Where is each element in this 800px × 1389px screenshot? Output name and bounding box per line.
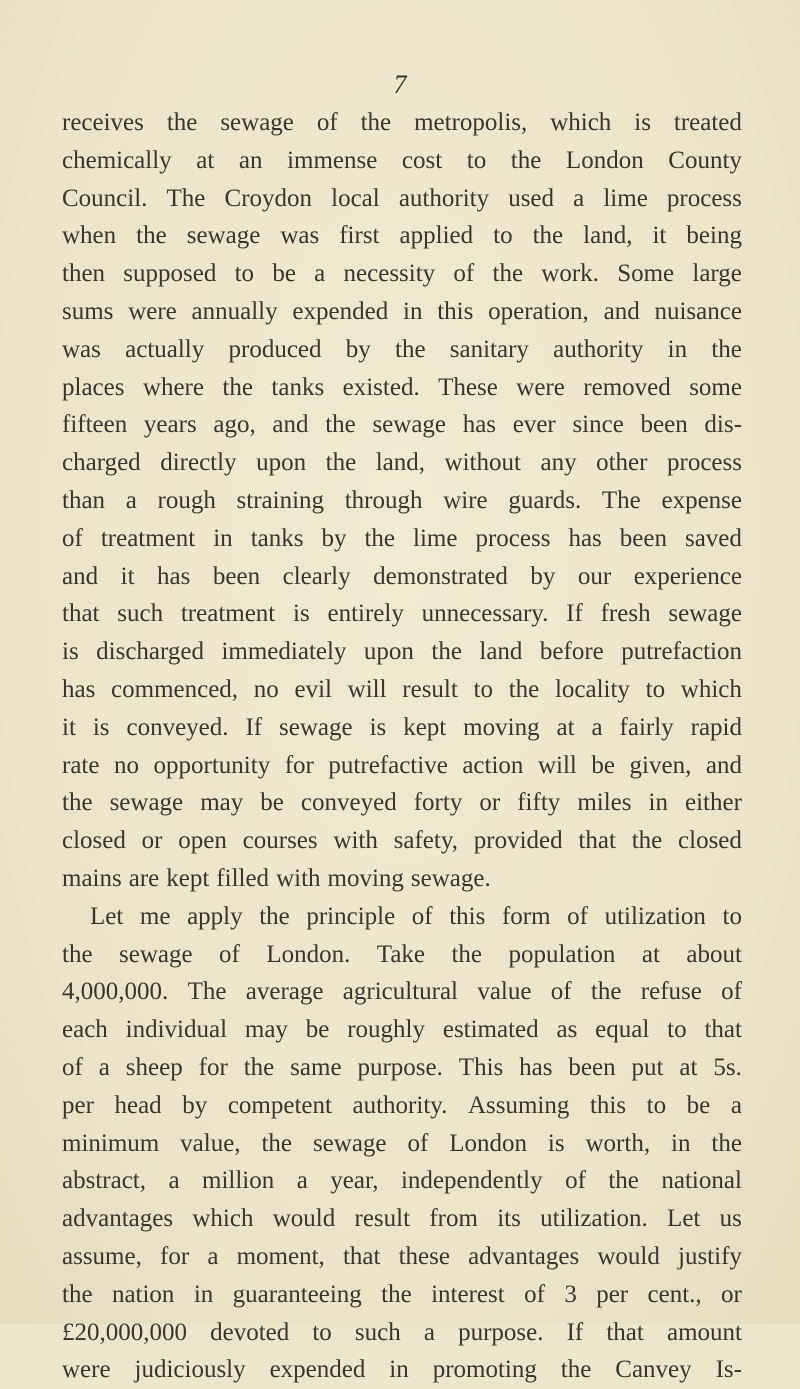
text-line: closed or open courses with safety, provided that the closed <box>62 827 742 855</box>
text-line: places where the tanks existed. These were removed some <box>62 373 742 401</box>
text-line: Council. The Croydon local authority used a lime process <box>62 184 742 212</box>
text-line: each individual may be roughly estimated as equal to that <box>62 1016 742 1044</box>
text-line: the sewage may be conveyed forty or fifty miles in either <box>62 789 742 817</box>
text-line: is discharged immediately upon the land before putrefaction <box>62 638 742 666</box>
text-line: of a sheep for the same purpose. This has been put at 5s. <box>62 1053 742 1081</box>
text-line: it is conveyed. If sewage is kept moving at a fairly rapid <box>62 713 742 741</box>
text-line: than a rough straining through wire guards. The expense <box>62 486 742 514</box>
text-line: sums were annually expended in this operation, and nuisance <box>62 297 742 325</box>
text-line: and it has been clearly demonstrated by our experience <box>62 562 742 590</box>
text-line: has commenced, no evil will result to the locality to which <box>62 675 742 703</box>
text-line: abstract, a million a year, independently of the national <box>62 1167 742 1195</box>
text-line: £20,000,000 devoted to such a purpose. If that amount <box>62 1318 742 1346</box>
text-line: the nation in guaranteeing the interest of 3 per cent., or <box>62 1280 742 1308</box>
text-line: mains are kept filled with moving sewage. <box>62 864 491 892</box>
text-line: were judiciously expended in promoting the Canvey Is- <box>62 1356 742 1384</box>
text-line: charged directly upon the land, without any other process <box>62 449 742 477</box>
text-line: minimum value, the sewage of London is worth, in the <box>62 1129 742 1157</box>
text-line: advantages which would result from its utilization. Let us <box>62 1205 742 1233</box>
text-line: that such treatment is entirely unnecessary. If fresh sewage <box>62 600 742 628</box>
text-line: fifteen years ago, and the sewage has ever since been dis- <box>62 411 742 439</box>
body-text <box>62 104 742 1389</box>
text-line: rate no opportunity for putrefactive action will be given, and <box>62 751 742 779</box>
text-line: then supposed to be a necessity of the work. Some large <box>62 260 742 288</box>
text-line: was actually produced by the sanitary authority in the <box>62 335 742 363</box>
text-line: per head by competent authority. Assuming this to be a <box>62 1091 742 1119</box>
text-line: assume, for a moment, that these advantages would justify <box>62 1242 742 1270</box>
text-line: the sewage of London. Take the population at about <box>62 940 742 968</box>
text-line: receives the sewage of the metropolis, which is treated <box>62 109 742 136</box>
text-line: 4,000,000. The average agricultural value of the refuse of <box>62 978 742 1006</box>
text-line: of treatment in tanks by the lime process has been saved <box>62 524 742 552</box>
text-line: when the sewage was first applied to the land, it being <box>62 222 742 250</box>
text-line: chemically at an immense cost to the London County <box>62 146 742 174</box>
text-line: Let me apply the principle of this form of utilization to <box>90 902 742 930</box>
page-number: 7 <box>393 70 407 99</box>
